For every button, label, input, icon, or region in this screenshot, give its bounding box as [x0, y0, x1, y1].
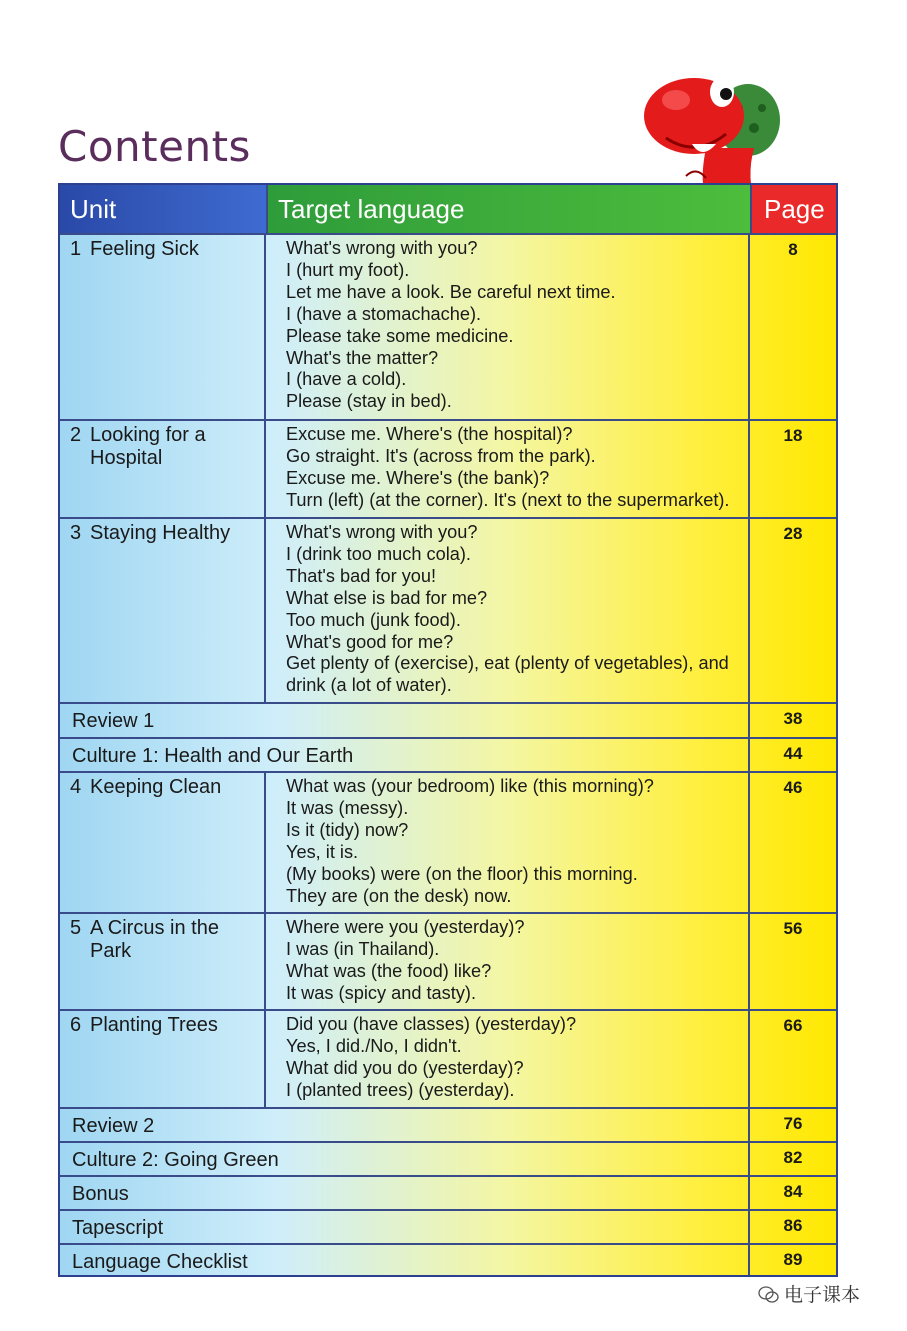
- target-language: What's wrong with you? I (drink too much cola). That's bad for you! What else is bad for me? Too much (junk food). What's good for me? Get plenty of (exercise), eat (plenty of vegetables), and drink (a lot of water).: [266, 519, 750, 702]
- page-column-header: Page: [750, 185, 836, 233]
- page-number: 82: [783, 1148, 803, 1167]
- table-header: [60, 185, 836, 233]
- page-number: 28: [783, 524, 803, 543]
- page-number: 84: [783, 1182, 803, 1201]
- table-row: [60, 1107, 836, 1141]
- table-row: [60, 737, 836, 771]
- table-row: [60, 517, 836, 702]
- footer-watermark: 电子课本: [784, 1284, 861, 1306]
- table-row: [60, 233, 836, 419]
- table-row: [60, 702, 836, 737]
- target-language: Excuse me. Where's (the hospital)? Go straight. It's (across from the park). Excuse me. Where's (the bank)? Turn (left) (at the corner). It's (next to the supermarket).: [266, 421, 750, 517]
- unit-name: 4 Keeping Clean: [60, 773, 266, 912]
- page-number: 89: [783, 1250, 803, 1269]
- table-row: [60, 1243, 836, 1277]
- contents-table: [58, 183, 838, 1277]
- table-row: [60, 1009, 836, 1107]
- page-number: 38: [783, 709, 803, 728]
- table-row: [60, 912, 836, 1009]
- target-language-column-header: Target language: [266, 185, 750, 233]
- page-number: 86: [783, 1216, 803, 1235]
- target-language: What's wrong with you? I (hurt my foot). Let me have a look. Be careful next time. I (have a stomachache). Please take some medicine. What's the matter? I (have a cold). Please (stay in bed).: [266, 235, 750, 419]
- section-label: Language Checklist: [60, 1245, 750, 1277]
- page-number: 66: [783, 1016, 803, 1035]
- table-row: [60, 1141, 836, 1175]
- section-label: Review 1: [60, 704, 750, 737]
- page-number: 56: [783, 919, 803, 938]
- unit-column-header: Unit: [60, 185, 266, 233]
- unit-name: 5 A Circus in the Park: [60, 914, 266, 1009]
- unit-name: 6 Planting Trees: [60, 1011, 266, 1107]
- page-number: 46: [783, 778, 803, 797]
- table-row: [60, 771, 836, 912]
- unit-name: 2 Looking for a Hospital: [60, 421, 266, 517]
- target-language: Where were you (yesterday)? I was (in Thailand). What was (the food) like? It was (spicy and tasty).: [266, 914, 750, 1009]
- page-title: Contents: [58, 122, 251, 171]
- page-number: 76: [783, 1114, 803, 1133]
- table-row: [60, 1209, 836, 1243]
- section-label: Review 2: [60, 1109, 750, 1141]
- table-row: [60, 419, 836, 517]
- page-number: 44: [783, 744, 803, 763]
- section-label: Bonus: [60, 1177, 750, 1209]
- section-label: Culture 2: Going Green: [60, 1143, 750, 1175]
- target-language: What was (your bedroom) like (this morning)? It was (messy). Is it (tidy) now? Yes, it is. (My books) were (on the floor) this morning. They are (on the desk) now.: [266, 773, 750, 912]
- unit-name: 1 Feeling Sick: [60, 235, 266, 419]
- page-number: 18: [783, 426, 803, 445]
- wechat-icon: [758, 1286, 780, 1304]
- section-label: Tapescript: [60, 1211, 750, 1243]
- table-row: [60, 1175, 836, 1209]
- page-number: 8: [788, 240, 798, 259]
- unit-name: 3 Staying Healthy: [60, 519, 266, 702]
- target-language: Did you (have classes) (yesterday)? Yes, I did./No, I didn't. What did you do (yesterday)? I (planted trees) (yesterday).: [266, 1011, 750, 1107]
- section-label: Culture 1: Health and Our Earth: [60, 739, 750, 771]
